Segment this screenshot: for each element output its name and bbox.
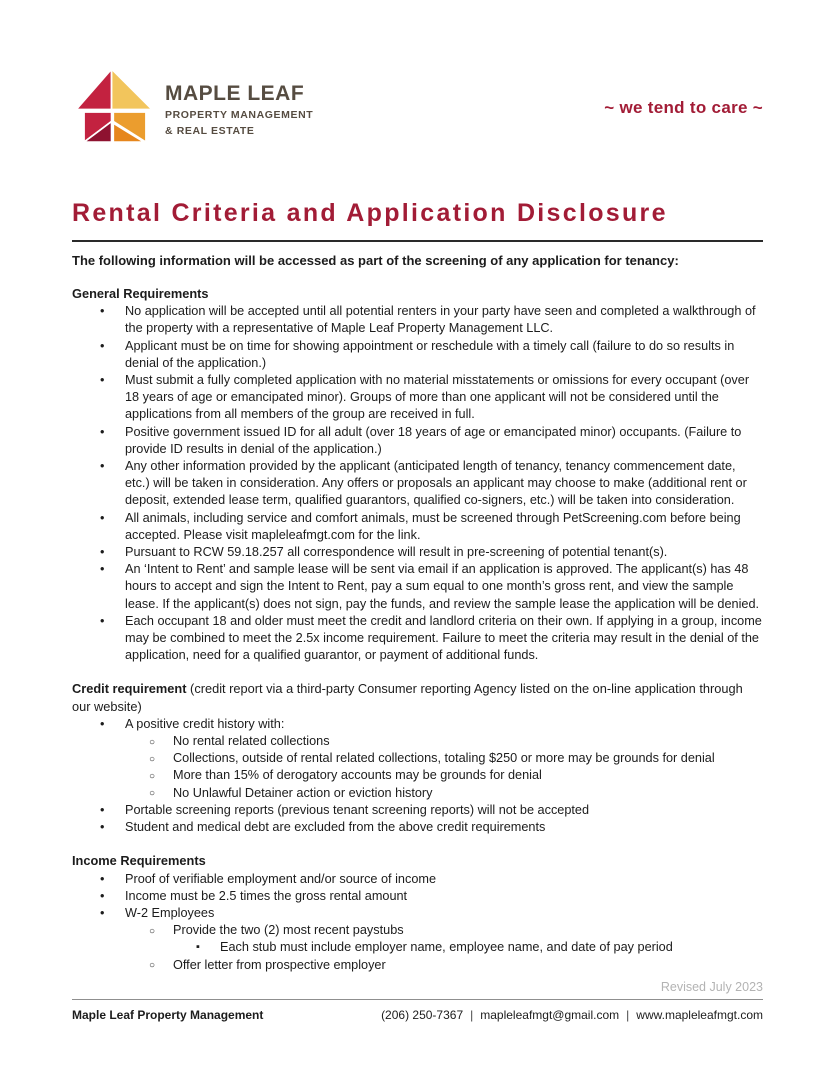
list-item: • Must submit a fully completed application with no material misstatements or omissions for every occupant (over 18 years of age or emancipated minor). Groups of more than one applicant will not be considered until the applications from all members of the group are received in full. [72, 372, 763, 424]
section-heading-general-requirements: General Requirements [72, 286, 209, 301]
list-item: • Any other information provided by the applicant (anticipated length of tenancy, tenancy commencement date, etc.) will be taken in consideration. Any offers or proposals an applicant may choose to make (additional rent or deposit, extended lease term, qualified guarantors, qualified co-signers, etc.) will be taken into consideration. [72, 458, 763, 510]
list-item: ▪ Each stub must include employer name, employee name, and date of pay period [72, 939, 763, 956]
list-item: ○ More than 15% of derogatory accounts may be grounds for denial [72, 767, 763, 784]
list-item: • Each occupant 18 and older must meet the credit and landlord criteria on their own. If applying in a group, income may be combined to meet the 2.5x income requirement. Failure to meet the criteria may result in the denial of the application, need for a qualified guarantor, or payment of additional funds. [72, 613, 763, 665]
list-item: • Positive government issued ID for all adult (over 18 years of age or emancipated minor) occupants. (Failure to provide ID results in denial of the application.) [72, 424, 763, 458]
list-item: • No application will be accepted until all potential renters in your party have seen and completed a walkthrough of the property with a representative of Maple Leaf Property Management LLC. [72, 303, 763, 337]
credit-requirement-list [72, 716, 763, 836]
list-item: • Applicant must be on time for showing appointment or reschedule with a timely call (failure to do so results in denial of the application.) [72, 338, 763, 372]
list-item: ○ Provide the two (2) most recent paystubs [72, 922, 763, 939]
footer-separator: | [470, 1008, 474, 1022]
list-item: • An ‘Intent to Rent’ and sample lease will be sent via email if an application is approved. The applicant(s) has 48 hours to accept and sign the Intent to Rent, pay a sum equal to one month’s gross rent, and view the sample lease. If the applicant(s) does not sign, pay the funds, and review the sample lease the application will be denied. [72, 561, 763, 613]
title-divider [72, 240, 763, 242]
logo-roof-right [112, 69, 152, 109]
credit-heading-rest: (credit report via a third-party Consumer reporting Agency listed on the on-line application through our website) [72, 681, 743, 714]
footer-company-name: Maple Leaf Property Management [72, 1008, 264, 1022]
section-heading-credit-requirement [72, 680, 763, 714]
footer-website: www.mapleleafmgt.com [636, 1008, 763, 1022]
list-item: • A positive credit history with: [72, 716, 763, 733]
list-item: ○ Offer letter from prospective employer [72, 957, 763, 974]
brand-name: MAPLE LEAF [165, 82, 305, 105]
list-item: • Student and medical debt are excluded from the above credit requirements [72, 819, 763, 836]
footer-phone: (206) 250-7367 [381, 1008, 464, 1022]
list-item: • All animals, including service and comfort animals, must be screened through PetScreening.com before being accepted. Please visit mapleleafmgt.com for the link. [72, 510, 763, 544]
brand-block [72, 66, 313, 146]
list-item: ○ No Unlawful Detainer action or eviction history [72, 785, 763, 802]
list-item: • Portable screening reports (previous tenant screening reports) will not be accepted [72, 802, 763, 819]
list-item: • Proof of verifiable employment and/or source of income [72, 871, 763, 888]
section-heading-income-requirements: Income Requirements [72, 853, 206, 869]
maple-leaf-house-logo-icon [72, 66, 158, 146]
credit-heading-bold: Credit requirement [72, 681, 187, 697]
page-title: Rental Criteria and Application Disclosure [72, 199, 668, 227]
revised-date-note: Revised July 2023 [660, 979, 763, 994]
page-header [72, 66, 763, 150]
brand-subtitle-line1: PROPERTY MANAGEMENT [165, 109, 314, 121]
brand-text [165, 82, 313, 138]
list-item: • Income must be 2.5 times the gross rental amount [72, 888, 763, 905]
logo-roof-left [76, 69, 111, 109]
income-requirements-list [72, 871, 763, 974]
footer-contact-info [381, 1008, 763, 1022]
list-item: ○ No rental related collections [72, 733, 763, 750]
footer-email: mapleleafmgt@gmail.com [480, 1008, 620, 1022]
general-requirements-list [72, 303, 763, 664]
list-item: • Pursuant to RCW 59.18.257 all correspondence will result in pre-screening of potential tenant(s). [72, 544, 763, 561]
list-item: • W-2 Employees [72, 905, 763, 922]
brand-tagline: ~ we tend to care ~ [604, 98, 763, 117]
page-footer [72, 999, 763, 1022]
list-item: ○ Collections, outside of rental related collections, totaling $250 or more may be grounds for denial [72, 750, 763, 767]
brand-subtitle-line2: & REAL ESTATE [165, 125, 255, 137]
footer-separator: | [626, 1008, 630, 1022]
intro-statement: The following information will be accessed as part of the screening of any application for tenancy: [72, 253, 679, 268]
